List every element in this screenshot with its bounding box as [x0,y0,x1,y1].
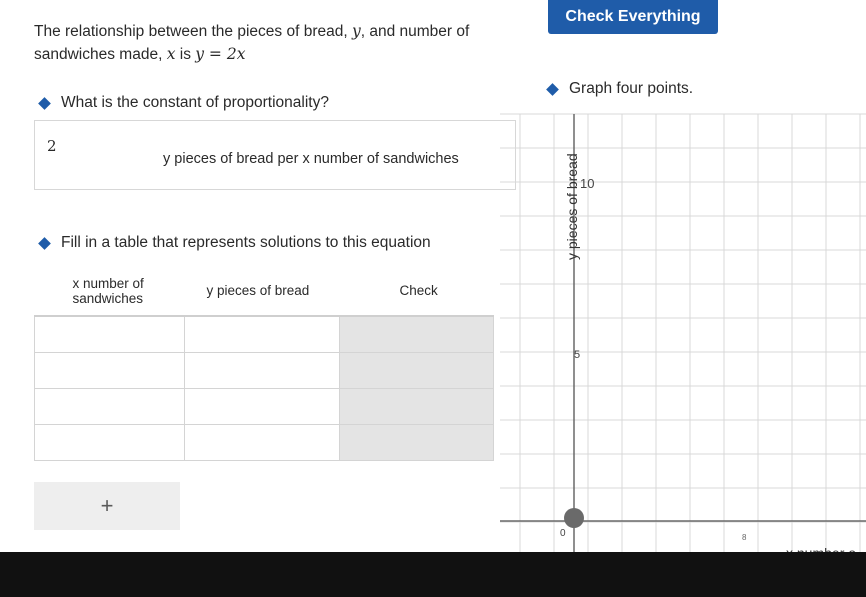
header-y: y pieces of bread [185,266,340,316]
header-check: Check [340,266,494,316]
table-row [35,352,494,388]
x-tick-0: 0 [560,528,566,539]
diamond-bullet-icon [38,237,51,250]
cell-check [340,424,494,460]
problem-text-4: is [175,46,196,63]
variable-x: x [166,45,176,63]
plus-icon: + [100,493,114,518]
problem-text-3: sandwiches made, [34,46,167,63]
coordinate-graph[interactable] [500,100,866,552]
question-graph [548,80,693,98]
cell-x-input[interactable] [35,424,185,460]
bottom-bar [0,552,866,597]
cell-check [340,352,494,388]
cell-check [340,388,494,424]
equation: y = 2x [195,45,246,63]
y-axis-label: y pieces of bread [564,153,580,260]
question-constant-text: What is the constant of proportionality? [61,94,329,111]
solutions-table [34,266,494,461]
constant-units-label: y pieces of bread per x number of sandwiches [163,151,459,167]
question-table [40,234,431,252]
add-row-button[interactable] [34,482,180,530]
variable-y: y [351,22,361,40]
problem-text-2: , and number of [360,23,470,40]
question-table-text: Fill in a table that represents solutions to this equation [61,234,431,251]
cell-x-input[interactable] [35,316,185,352]
y-tick-10: 10 [580,176,595,191]
problem-text-1: The relationship between the pieces of bread, [34,23,352,40]
table-row [35,424,494,460]
constant-answer-input[interactable]: 2 [47,137,57,155]
origin-point-handle[interactable] [564,508,584,528]
cell-y-input[interactable] [185,424,340,460]
constant-answer-box[interactable] [34,120,516,190]
diamond-bullet-icon [546,83,559,96]
cell-x-input[interactable] [35,352,185,388]
cell-y-input[interactable] [185,316,340,352]
cell-y-input[interactable] [185,352,340,388]
table-row [35,316,494,352]
problem-statement [34,20,534,66]
cell-x-input[interactable] [35,388,185,424]
table-header-row [35,266,494,316]
diamond-bullet-icon [38,97,51,110]
y-tick-5: 5 [574,349,581,361]
x-tick-small: 8 [742,533,747,542]
graph-grid [500,114,866,552]
cell-check [340,316,494,352]
cell-y-input[interactable] [185,388,340,424]
header-x: x number of sandwiches [35,266,185,316]
table-row [35,388,494,424]
check-everything-button[interactable]: Check Everything [548,0,718,34]
question-graph-text: Graph four points. [569,80,694,97]
question-constant [40,94,329,112]
